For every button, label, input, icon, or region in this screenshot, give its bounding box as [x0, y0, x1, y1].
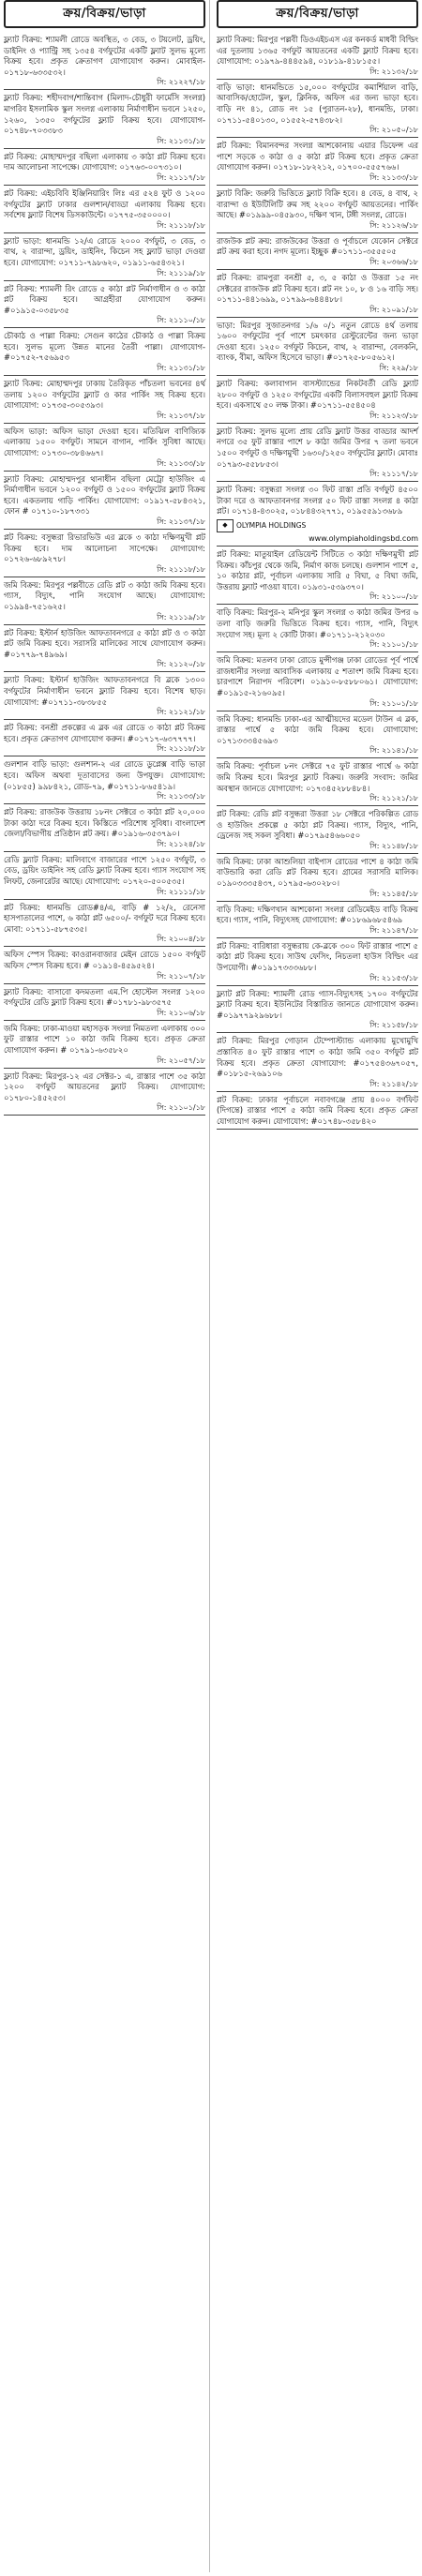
ad-text: ফ্ল্যাট বিক্রয়: বসুন্ধরা সংলগ্ন ৩০ ফিট রাস্তা প্রতি বর্গফুট ৪৫০০ টাকা দরে ও আফতাবনগর সংলগ্ন ৫০ ফিট রাস্তা সংলগ্ন ৪ কাঠা প্লট। ০১৭১৪-৪৩০২৫, ০১৮৪৪৩২৭৭১, ০১৯৫৫৯১৩৬৮৯: [217, 485, 421, 517]
classified-ad: [4, 473, 208, 530]
ad-text: প্লট বিক্রয়: বিমানবন্দর সংলগ্ন আশকোনায় এয়ার ডিফেন্স এর পাশে সড়কে ৩ কাঠা ও ৫ কাঠা প্লট বিক্রয় হবে। প্রকৃত ক্রেতা যোগাযোগ করুন। ০১৭১৮-১৮২২১২, ০১৭০০-৫৫৫৭৬৬।: [217, 141, 421, 172]
classified-ad: [217, 34, 421, 80]
ad-text: ফ্ল্যাট বিক্রয়: কলাবাগান বাসস্ট্যান্ডের নিকটবর্তী রেডি ফ্ল্যাট ২৮০০ বর্গফুট ও ১২৫০ বর্গফুটের একটি বিলাসবহুল ফ্ল্যাট বিক্রয় হবে। একসাথে ৫০ লক্ষ টাকা। #০১৭১১-৫৫৪৫০৪: [217, 379, 421, 411]
classified-ad: [217, 82, 421, 138]
ad-code: সি: ২১১০১/১৮: [157, 1103, 205, 1113]
ad-text: প্লট বিক্রয়: মোহাম্মদপুর বছিলা এলাকায় ৩ কাঠা প্লট বিক্রয় হবে। দাম আলোচনা সাপেক্ষে। যোগাযোগ: ০১৭৬৩-০০৭৩১০।: [4, 151, 208, 172]
ad-text: ফ্ল্যাট বিক্রয়: মিরপুর পল্লবী ডিওএইচএস এর কনকর্ড মাধবী বিল্ডিং এর দুতলায় ১৩৬৫ বর্গফুট আয়তনের একটি ফ্ল্যাট বিক্রয় হবে। যোগাযোগ: ০১৯৭৯-৪৪৪৫৯৪, ০১৮১৯-৪১৮১৫৫।: [217, 35, 421, 67]
classified-ad: [4, 758, 208, 804]
ad-text: ফ্ল্যাট বিক্রয়: সুলভ মূল্যে প্রায় রেডি ফ্ল্যাট উত্তর বাড্ডার আদর্শ নগরে ৩৫ ফুট রাস্তার পাশে ৮ কাঠা জমির উপর ৭ তলা ভবনে ১৫০০ বর্গফুট ও দক্ষিণমুখী ১৬৩০/১২৫০ বর্গফুটের ফ্ল্যাট। মোবাঃ ০১৭৯৩-৫৫৮৮৫৩।: [217, 426, 421, 469]
ad-code: সি: ২১০৫০/১৮: [369, 126, 418, 135]
ad-text: ফ্ল্যাট বিক্রয়: বাসাবো কদমতলা এম.পি হোস্টেল সংলগ্ন ১২০০ বর্গফুটের রেডি ফ্ল্যাট বিক্রয় হবে। #০১৭৮১-৯৮৩৫৭৫: [4, 986, 208, 1008]
ad-code: সি: ২১১২১/১৮: [157, 708, 205, 717]
classified-ad: [4, 532, 208, 577]
ad-text: প্লট বিক্রয়: মাতুয়াইল রেডিয়েন্ট সিটিতে ৩ কাঠা দক্ষিণমুখী প্লট বিক্রয়। কাঁচপুর থেকে জমি, নির্মাণ কাজ চলছে। গুলশান পাশে ৫, ১০ কাঠার প্লট, পূর্বাচল এলাকায় সারি ৫ বিঘা, ৫ বিঘা জমি, উত্তরায় ফ্ল্যাট পাওয়া যাবে। ০১৯৩১-৫৩৯৩৭০।: [217, 549, 421, 592]
classified-ad: [4, 674, 208, 720]
ad-text: বাড়ি বিক্রয়: দক্ষিণখান আশকোনা সংলগ্ন রেডিমেইড বাড়ি বিক্রয় হবে। গ্যাস, পানি, বিদ্যুৎসহ যোগাযোগ: #০১৮৬৯৬৮৫৪৬৯: [217, 904, 421, 925]
classified-ad: [217, 760, 421, 806]
right-column: [217, 0, 421, 2572]
ad-text: ফ্ল্যাট বিক্রি: জরুরি ভিত্তিতে ফ্ল্যাট বিক্রি হবে। ৪ বেড, ৪ বাথ, ২ বারান্দা ও ইউটিলিটি রুম সহ ২২০০ বর্গফুট আয়তনের। পার্কিং আছে। #০১৯৯৯-০৪৫৯৩০, দক্ষিণ খান, টঙ্গী সংলগ্ন, রোডে।: [217, 187, 421, 220]
classified-ad: [217, 607, 421, 652]
ad-text: ফ্ল্যাট বিক্রয়: মোহাম্মদপুর ঢাকায় তৈরিকৃত পাঁচতলা ভবনের ৪র্থ তলায় ১২০০ বর্গফুটের ফ্ল্যাট ও কার পার্কিং সহ বিক্রয় হবে। যোগাযোগ: ০১৭৩৫-৩০৫৩৯৩।: [4, 379, 208, 411]
ad-text: প্লট বিক্রয়: ঢাকার পূর্বাচলে নবাবগঞ্জে প্রায় ৪০০০ বর্গফিট (দিগন্তে) রাস্তার পাশে ৫ কাঠা জমি বিক্রয় হবে। প্রকৃত ক্রেতা যোগাযোগ করুন। যোগাযোগ: #০১৭৪৮-৩৫৮৪২০: [217, 1094, 421, 1126]
classified-ad: [4, 949, 208, 983]
ad-code: সি: ২১২২৭/১৮: [157, 78, 205, 87]
classified-ad: [217, 988, 421, 1034]
ad-code: সি: ২১১১৯/১৮: [157, 268, 205, 277]
ad-text: ফ্ল্যাট বিক্রয়: মোহাম্মদপুর থানাধীন বছিলা মেট্রো হাউজিং এ নির্মাণাধীন ভবনে ১২০০ বর্গফুট ও ১৫০০ বর্গফুটের ফ্ল্যাট বিক্রয় হবে। একতলায় গাড়ি পার্কিং। যোগাযোগ: ০১৯১৭-৫৮৪৩২১, ফোন # ০১৭১০-১৮৭৩৩১: [4, 473, 208, 517]
right-ads-list: [217, 34, 421, 1130]
ad-code: সি: ২১১২৪/১৮: [157, 839, 205, 848]
ad-text: ভাড়া: মিরপুর সুজাতনগর ১/৬ ০/১ নতুন রোডে ৪র্থ তলায় ১৬০০ বর্গফুটের পূর্ব পাশে চমৎকার রেস্টুরেন্টের জন্য ভাড়া দেওয়া হবে। ১২৫০ বর্গফুট কিচেন, বাথ, ২ বারান্দা, বেলকনি, ব্যাংক, বীমা, অফিস হিসেবে ভাড়া। #০১৭২৫-৮০৫৬১২।: [217, 320, 421, 363]
ad-code: সি: ২১১১৮/১৮: [157, 744, 205, 754]
classified-ad: [4, 902, 208, 948]
ad-code: সি: ২১১১৭/১৮: [157, 172, 205, 182]
ad-code: সি: ২১১৪২/১৮: [369, 1079, 418, 1088]
ad-text: প্লট বিক্রয়: বারিধারা বসুন্ধরায় কে-ব্লকে ৩০০ ফিট রাস্তার পাশে ৫ কাঠা প্লট বিক্রয় হবে। সাউথ ফেসিং, নিচতলা হাউস বিল্ডিং এর উপযোগী। #০১৯১৭৩৩৩৬৮৮।: [217, 940, 421, 973]
ad-text: অফিস স্পেস বিক্রয়: কাওরানবাজার মেইন রোডে ১৫০০ বর্গফুট অফিস স্পেস বিক্রয় হবে। # ০১৯১৪-৪৫৯৫২৪।: [4, 950, 208, 971]
classified-ad: [4, 1023, 208, 1069]
ad-text: প্লট বিক্রয়: ইস্টার্ন হাউজিং আফতাবনগরে ৫ কাঠা প্লট ও ৩ কাঠা প্লট জমি বিক্রয় হবে। সরাসরি মালিকের সাথে যোগাযোগ করুন। #০১৭৭৯-৭৪৯৬৯।: [4, 627, 208, 659]
classified-ad: [4, 579, 208, 625]
ad-text: জমি বিক্রয়: মিরপুর পল্লবীতে রেডি প্লট ৩ কাঠা জমি বিক্রয় হবে। গ্যাস, বিদ্যুৎ, পানি সংযোগ আছে। যোগাযোগ: ০১৯৯৪-৭৫১৬২৫।: [4, 579, 208, 611]
ad-code: সি: ২১১৩৩/১৮: [157, 458, 205, 468]
ad-code: সি: ২১১৩৭/১৮: [157, 517, 205, 526]
ad-code: সি: ২১১১৭/১৮: [369, 470, 418, 479]
ad-code: সি: ২১১৫৮/১৮: [369, 1021, 418, 1030]
ad-text: প্লট বিক্রয়: বসুন্ধরা রিভারভিউ এর ব্লকে ৩ কাঠা দক্ষিণমুখী প্লট বিক্রয় হবে। দাম আলোচনা সাপেক্ষে। যোগাযোগ: ০১৭২৬-৬৮৯২৭৮।: [4, 532, 208, 564]
ad-text: ফ্ল্যাট প্লট বিক্রয়: শ্যামলী রোড গ্যাস-বিদ্যুৎসহ ১৭০০ বর্গফুটের ফ্ল্যাট বিক্রয় হবে। ইউনিটের বিস্তারিত জানতে যোগাযোগ করুন। #০১৯৭৭৯২৯৬৮৮।: [217, 988, 421, 1020]
ad-code: সি: ২১১৩৩/১৮: [157, 792, 205, 801]
classified-ad: [217, 140, 421, 186]
ad-code[interactable]: www.olympiaholdingsbd.com: [309, 534, 418, 543]
left-column-header: ক্রয়/বিক্রয়/ভাড়া: [4, 0, 205, 28]
ad-code: সি: ২১১১৯/১৮: [157, 612, 205, 622]
classified-ad: [4, 1071, 208, 1116]
ad-text: গুলশান বাড়ি ভাড়া: গুলশান-২ এর রোডে ডুপ্লেক্স বাড়ি ভাড়া হবে। অফিস অথবা দূতাবাসের জন্য উপযুক্ত। যোগাযোগ: (০১৮৫৫) ৯৯৮৪২১, রোড-৭৯, #০১৭১১-৮৬৫৪১৯।: [4, 759, 208, 791]
classified-ad: [4, 330, 208, 376]
ad-code: সি: ২১১০৬/১৮: [157, 1008, 205, 1017]
ad-code: সি: ২১০৫৭/১৮: [157, 1056, 205, 1065]
ad-text: বাড়ি বিক্রয়: মিরপুর-২ মনিপুর স্কুল সংলগ্ন ৩ কাঠা জমির উপর ৬ তলা বাড়ি জরুরি ভিত্তিতে বিক্রয় হবে। গ্যাস, পানি, বিদ্যুৎ সংযোগ সহ। মূল্য ২ কোটি টাকা। #০১৭১১-২১২০৩০: [217, 607, 421, 639]
ad-code: সি: ২২৯/১৮: [379, 364, 418, 373]
classified-ad: [217, 808, 421, 854]
ad-text: চৌকাঠ ও পাল্লা বিক্রয়: সেগুন কাঠের চৌকাঠ ও পাল্লা বিক্রয় হবে। সুলভ মূল্যে উন্নত মানের তৈরী পাল্লা। যোগাযোগ- #০১৭৫২-৭৫৬৯৫৩: [4, 331, 208, 363]
classified-ad: [217, 272, 421, 318]
ad-code: সি: ২১১০১/১৮: [369, 698, 418, 708]
classified-ad: [217, 1094, 421, 1130]
classified-ad: [217, 484, 421, 547]
classified-ad: [217, 940, 421, 986]
classified-ad: [4, 378, 208, 424]
classified-ad: [217, 654, 421, 711]
ad-text: প্লট বিক্রয়: রাজউক উত্তরায় ১৮নং সেক্টরে ৩ কাঠা প্লট ২০,০০০ টাকা কাঠা দরে বিক্রয় হবে। কিস্তিতে পরিশোধ সুবিধা। বাংলাদেশ জেলা/বিভাগীয় প্রতিষ্ঠান প্লট ক্রয়। #০১৯১৬-৩৫৩৭৯০।: [4, 807, 208, 839]
ad-code: সি: ২১১৫৩/১৮: [369, 973, 418, 982]
ad-text: ফ্ল্যাট বিক্রয়: শহীদবাগ/শান্তিবাগ (মিলাদ-চৌধুরী ফার্মেসি সংলগ্ন) মাগরিব ইসলামিক স্কুল সংলগ্ন এলাকায় নির্মাণাধীন ভবনে ১২৫০, ১২৬০, ১৩৫০ বর্গফুটের ফ্ল্যাট বিক্রয় হবে। যোগাযোগ- ০১৭৪৮-৭০৩৩৮৩: [4, 93, 208, 136]
classified-ad: [217, 320, 421, 376]
ad-text: প্লট বিক্রয়: এইচবিবি ইঞ্জিনিয়ারিং লিঃ এর ৫২৪ ফুট ও ১২০০ বর্গফুটের ফ্ল্যাট ঢাকার গুলশান/বাড্ডা এলাকায় বিক্রয় হবে। সর্বশেষ ফ্ল্যাট বিশেষ ডিসকাউন্টে। ০১৭৭৫-৩৫০০০০।: [4, 187, 208, 220]
ad-text: জমি বিক্রয়: ঢাকা-মাওয়া মহাসড়ক সংলগ্ন নিমতলা এলাকায় ৩০০ ফুট রাস্তার পাশে ১০ কাঠা জমি বিক্রয় হবে। প্রকৃত ক্রেতা যোগাযোগ করুন। # ০১৭৯১-৬৩৫৮২০: [4, 1023, 208, 1055]
classified-ad: [217, 904, 421, 938]
ad-text: ফ্ল্যাট বিক্রয়: মিরপুর-১২ এর সেক্টর-১ এ, রাস্তার পাশে ৩৫ কাঠা ১২০০ বর্গফুট আয়তনের ফ্ল্যাট বিক্রয়। যোগাযোগ: ০১৭৮০-১৪৫২৫৩।: [4, 1071, 208, 1102]
classified-ad: [4, 722, 208, 756]
classified-ad: [4, 92, 208, 148]
ad-text: জমি বিক্রয়: ধানমন্ডি ঢাকা-এর আত্মীয়দের মডেল টাউন এ ব্লক, রাস্তার পার্শ্বে ৫ কাঠা জমি বিক্রয় হবে। যোগাযোগ: ০১৭১৩৩৩৪৫৬৯৩: [217, 713, 421, 745]
logo-text: OLYMPIA HOLDINGS: [236, 521, 307, 531]
ad-code: সি: ২১০৯১/১৮: [369, 305, 418, 314]
ad-text: অফিস ভাড়া: অফিস ভাড়া দেওয়া হবে। মতিঝিল বাণিজ্যিক এলাকায় ১৫০০ বর্গফুট। সামনে বাগান, পার্কিং সুবিধা আছে। যোগাযোগ: ০১৭৩০-৩৮৪৬৬৭।: [4, 426, 208, 458]
ad-code: সি: ২১১৪১/১৮: [369, 746, 418, 756]
ad-code: সি: ২১১৩১/১৮: [157, 364, 205, 373]
ad-text: ফ্ল্যাট বিক্রয়: শ্যামলী রোডে অবস্থিত, ৩ বেড, ৩ টয়লেট, ড্রয়িং, ডাইনিং ও প্যান্ট্রি সহ ১৩৫৪ বর্গফুটের একটি ফ্ল্যাট সুলভ মূল্যে বিক্রয় হবে। প্রকৃত ক্রেতাগণ যোগাযোগ করুন। মোবাইল- ০১৭১৮-৬৩৩৫৩২।: [4, 35, 208, 77]
ad-text: প্লট বিক্রয়: রেডি প্লট বসুন্ধরা উত্তরা ১৮ সেক্টরে পরিকল্পিত রোড ও হাউজিং প্রকল্পে ৫ কাঠা প্লট বিক্রয়। গ্যাস, বিদ্যুৎ, পানি, ড্রেনেজ সহ সকল সুবিধা। #০১৭৯৫৪৬৬০৫০: [217, 809, 421, 841]
ad-code: সি: ২১১২৩/১৮: [369, 411, 418, 420]
ad-code: সি: ২১১২১/১৮: [369, 794, 418, 803]
logo-mark-icon: ◆: [217, 519, 234, 532]
ad-text: জমি বিক্রয়: ঢাকা আশুলিয়া বাইপাস রোডের পাশে ৪ কাঠা জমি বাউন্ডারি করা রেডি প্লট বিক্রয় হবে। গ্রামের সরাসরি মালিক। ০১৯০৩৩৩৫৪৩৭, ০১৭৯৫-৬৩০২৮০।: [217, 856, 421, 889]
ad-code: সি: ২১১১৮/১৮: [157, 220, 205, 230]
ad-text: রাজউক প্লট ক্রয়: রাজউকের উত্তরা ও পূর্বাচলে যেকোন সেক্টরে প্লট ক্রয় করা হবে। নগদ মূল্যে। ইচ্ছুক #০১৭১১-৩৫৫৫০৫: [217, 235, 421, 257]
classified-ad: [4, 854, 208, 900]
ad-text: প্লট বিক্রয়: রামপুরা বনশ্রী ৫, ৩, ৫ কাঠা ও উত্তরা ১৫ নং সেক্টরের রাজউক প্লট বিক্রয় হবে। প্লট নং ১০, ৮ ও ১৬ বাড়ি সহ। ০১৭১১-৪৪১৬৯৯, ০১৭৯৯-৬৪৪৪৮৮।: [217, 272, 421, 305]
ad-code: সি: ২১১৩৭/১৮: [157, 411, 205, 420]
classified-ad: [4, 235, 208, 281]
classified-ad: [217, 856, 421, 902]
classified-ad: [217, 713, 421, 759]
ad-text: প্লট বিক্রয়: মিরপুর গোড়ান টেম্পোস্ট্যান্ড এলাকায় মুখোমুখি প্রস্তাবিত ৪০ ফুট রাস্তার পাশে ৩ কাঠা জমি ৩৫০ বর্গফুট প্লট বিক্রয় হবে। প্রকৃত ক্রেতা যোগাযোগ: #০১৭৫৪৩৬৭০৫৭, #০১৮১৫-২৬৯১০৬: [217, 1036, 421, 1079]
ad-code: সি: ২১১০১/১৮: [369, 640, 418, 650]
ad-code: সি: ২১১১৮/১৮: [157, 564, 205, 574]
ad-text: ফ্ল্যাট ভাড়া: ধানমন্ডি ১২/এ রোডে ২০০০ বর্গফুট, ৩ বেড, ৩ বাথ, ২ বারান্দা, ড্রয়িং, ডাইনিং, কিচেন সহ ফ্ল্যাট ভাড়া দেওয়া হবে। যোগাযোগ: ০১৭১১-৭৯৮৬২০, ০১৯১১-৬৫৪৩২১।: [4, 235, 208, 267]
classified-ad: [217, 378, 421, 424]
classified-ad: [4, 187, 208, 233]
ad-code: সি: ২১১০০/১৮: [369, 592, 418, 602]
ad-text: জমি বিক্রয়: মতলব ঢাকা রোডে মুন্সীগঞ্জ ঢাকা রোডের পূর্ব পার্শ্বে রাজধানীর সংলগ্ন আবাসিক এলাকায় ৫ শতাংশ জমি বিক্রয় হবে। চারপাশে নিরাপদ পরিবেশ। ০১৯১০-৮৫৮৮০৬১। যোগাযোগ: #০১৯১৫-২১৬০৯৫।: [217, 655, 421, 697]
ad-text: জমি বিক্রয়: পূর্বাচল ৮নং সেক্টরে ৭৫ ফুট রাস্তার পার্শ্বে ৬ কাঠা জমি বিক্রয় হবে। মিরপুর ফ্ল্যাট বিক্রয়। জরুরি সংবাদ: জমির অবস্থান জানতে যোগাযোগ: ০১৭৩৪৫২৮৮৪৮৪।: [217, 761, 421, 793]
ad-code: সি: ২১১৪৫/১৮: [369, 889, 418, 898]
classified-ad: [217, 548, 421, 605]
left-ads-list: [4, 34, 208, 1116]
ad-code: সি: ২১১৪৭/১৮: [369, 925, 418, 935]
ad-code: সি: ২১১৩৩/১৮: [369, 172, 418, 182]
ad-code: সি: ২১১৩২/১৮: [369, 67, 418, 76]
classified-ad: [4, 627, 208, 673]
classified-ad: [4, 806, 208, 852]
ad-code: সি: ২১১২০/১৮: [157, 660, 205, 669]
ad-code: সি: ২১০০৪/১৮: [157, 935, 205, 944]
ad-code: সি: ২১১০৭/১৮: [157, 971, 205, 981]
classified-ad: [4, 426, 208, 472]
left-column: [4, 0, 208, 2572]
ad-code: সি: ২১১৩১/১৮: [157, 136, 205, 145]
classified-ad: [217, 426, 421, 482]
advertiser-logo: [217, 519, 418, 532]
ad-code: সি: ২১১২৬/১৮: [369, 220, 418, 230]
ad-code: সি: ২০৩৬৬/১৮: [369, 257, 418, 266]
classified-ad: [217, 235, 421, 270]
column-divider: [209, 0, 210, 2572]
ad-code: সি: ২১১১১/১৮: [157, 887, 205, 896]
ad-text: ফ্ল্যাট বিক্রয়: ইস্টার্ন হাউজিং আফতাবনগরে বি ব্লকে ১৩০০ বর্গফুটের নির্মাণাধীন ভবনে ফ্ল্যাট বিক্রয় হবে। বিশেষ ছাড়। যোগাযোগ: #০১৭১১-৩৮৩৮৫৫: [4, 675, 208, 707]
classified-ad: [4, 986, 208, 1021]
right-column-header: ক্রয়/বিক্রয়/ভাড়া: [217, 0, 418, 28]
ad-code: সি: ২১১৪৮/১৮: [369, 841, 418, 850]
classified-ad: [217, 187, 421, 233]
ad-text: বাড়ি ভাড়া: ধানমন্ডিতে ১৫,০০০ বর্গফুটের কমার্শিয়াল বাড়ি, আবাসিক/হোটেল, স্কুল, ক্লিনিক, অফিস এর জন্য ভাড়া হবে। বাড়ি নং ৪১, রোড নং ১৫ (পুরাতন-২৮), ধানমন্ডি, ঢাকা। ০১৭১১-৫৪০১৩০, ০১৫৫২-৫৭৪৩৮২।: [217, 82, 421, 125]
ad-text: প্লট বিক্রয়: শ্যামলী রিং রোডে ৫ কাঠা প্লট নির্মাণাধীন ও ৩ কাঠা প্লট বিক্রয় হবে। আগ্রহীরা যোগাযোগ করুন। #০১৯১৫-০৩৫৮৩৫: [4, 283, 208, 315]
ad-text: প্লট বিক্রয়: ধানমন্ডি রোড#৪/এ, বাড়ি # ১২/২, রেনেসা হাসপাতালের পাশে, ৬ কাঠা প্লট ৬৫০০/- বর্গফুট দরে বিক্রয় হবে। মোবা: ০১৭১১-৫৮৭৫৩৫।: [4, 902, 208, 934]
classified-ad: [4, 151, 208, 186]
classified-ad: [4, 283, 208, 329]
ad-text: প্লট বিক্রয়: বনশ্রী প্রকল্পের এ ব্লক এর রোডে ৩ কাঠা প্লট বিক্রয় হবে। প্রকৃত ক্রেতাগণ যোগাযোগ করুন। #০১৭১৭-৬৩৭৭৭৭।: [4, 723, 208, 743]
classified-ad: [4, 34, 208, 90]
ad-text: রেডি ফ্ল্যাট বিক্রয়: মালিবাগে বাজারের পাশে ১২৫০ বর্গফুট, ৩ বেড, ড্রয়িং ডাইনিং সহ রেডি ফ্ল্যাট বিক্রয় হবে। গ্যাস সংযোগ সহ লিফট, জেনারেটর আছে। যোগাযোগ: ০১৭২০-৫০০৫৩৫।: [4, 854, 208, 887]
ad-code: সি: ২১১১০/১৮: [157, 316, 205, 325]
classified-ad: [217, 1035, 421, 1091]
